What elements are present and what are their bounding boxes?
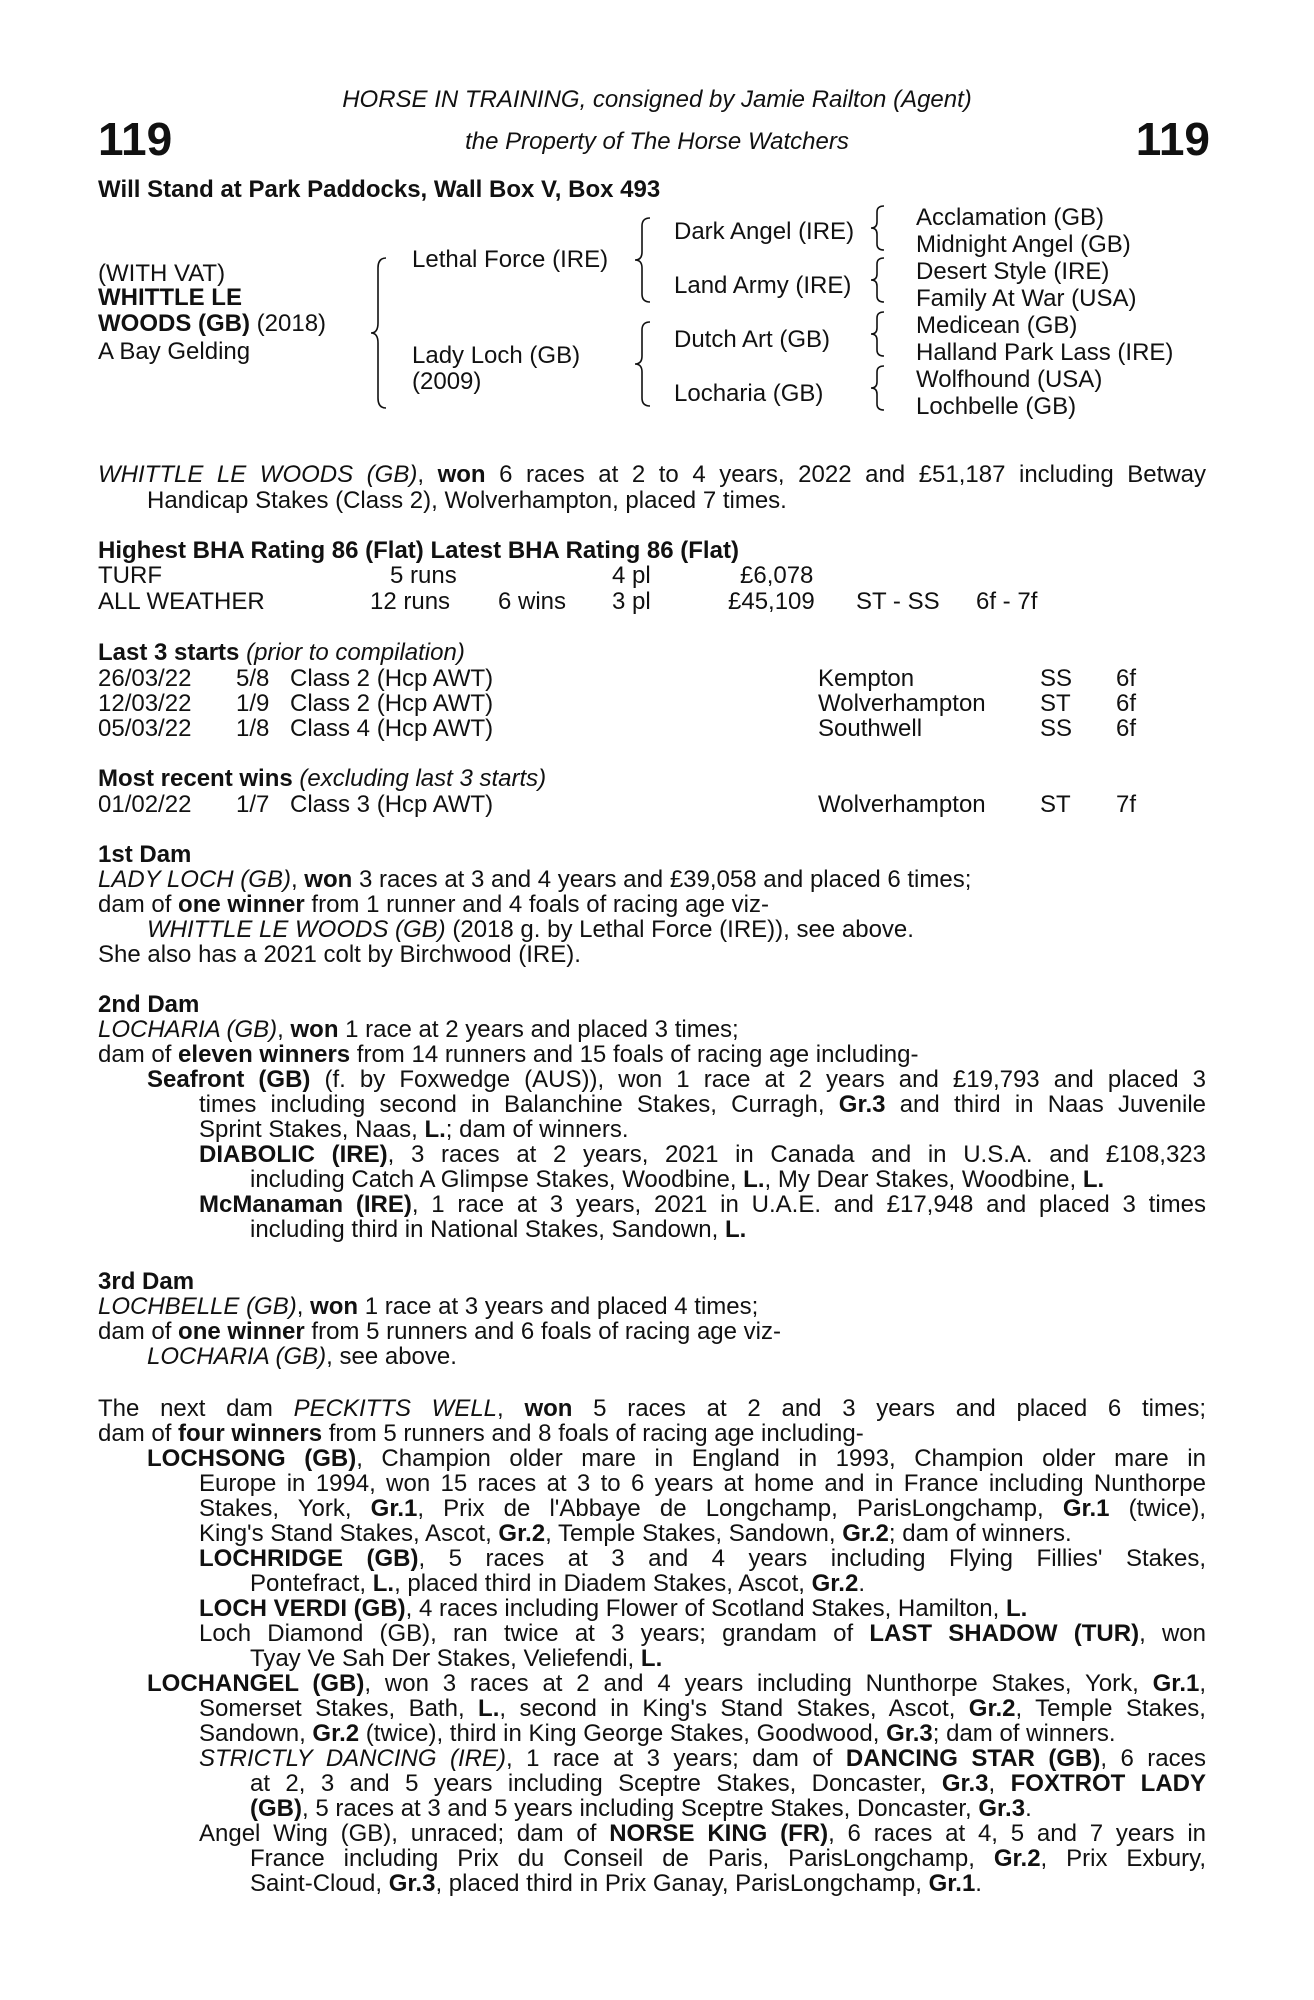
- lochangel-line2: [199, 1696, 1206, 1721]
- diabolic-listed2: L.: [1082, 1166, 1105, 1193]
- dam1-name: LADY LOCH (GB): [98, 866, 291, 893]
- pedigree-brace-g2: [870, 258, 888, 302]
- aw-distance: 6f - 7f: [976, 588, 1038, 615]
- last3-row1-course: Kempton: [818, 665, 915, 692]
- ratings-heading: Highest BHA Rating 86 (Flat) Latest BHA Rating 86 (Flat): [98, 537, 739, 564]
- property-line: the Property of The Horse Watchers: [465, 128, 849, 155]
- stand-location: Will Stand at Park Paddocks, Wall Box V, Box 493: [98, 176, 661, 203]
- pedigree-brace-sire: [634, 218, 654, 302]
- dam1-offspring-name: WHITTLE LE WOODS (GB): [147, 916, 446, 943]
- dam3-winners: one winner: [178, 1318, 305, 1345]
- dam3-offspring-name: LOCHARIA (GB): [147, 1343, 327, 1370]
- dam1-line3: [147, 917, 914, 942]
- pedigree-brace-gen1: [370, 258, 390, 408]
- strictly-dancing-star: DANCING STAR (GB): [845, 1745, 1101, 1772]
- dam1-dam-of: dam of: [98, 891, 172, 918]
- diamond-line1: [199, 1621, 1206, 1646]
- seafront-listed: L.: [424, 1116, 446, 1143]
- aw-runs: 12 runs: [370, 588, 451, 615]
- dam2-won: won: [290, 1016, 339, 1043]
- dam3-name: LOCHBELLE (GB): [98, 1293, 297, 1320]
- horse-description: A Bay Gelding: [98, 338, 251, 365]
- pedigree-brace-g3: [870, 312, 888, 356]
- nextdam-intro: The next dam: [98, 1395, 273, 1422]
- angel-detail: Angel Wing (GB), unraced; dam of: [199, 1820, 597, 1847]
- last3-note: (prior to compilation): [246, 639, 465, 666]
- pedigree-dam-year: (2009): [412, 368, 482, 395]
- nextdam-winners: four winners: [178, 1420, 323, 1447]
- recent-heading: [98, 766, 546, 791]
- dam2-record: 1 race at 2 years and placed 3 times;: [345, 1016, 739, 1043]
- pedigree-g3-7: Wolfhound (USA): [916, 366, 1103, 393]
- lochsong-name: LOCHSONG (GB): [147, 1445, 357, 1472]
- diabolic-line1: [199, 1142, 1206, 1167]
- last3-row3-course: Southwell: [818, 715, 923, 742]
- diabolic-name: DIABOLIC (IRE): [199, 1141, 388, 1168]
- dam1-won: won: [304, 866, 353, 893]
- lochsong-gr1b: Gr.1: [1062, 1495, 1110, 1522]
- dam3-foals: from 5 runners and 6 foals of racing age viz-: [311, 1318, 781, 1345]
- dam2-winners: eleven winners: [178, 1041, 351, 1068]
- last3-title: Last 3 starts: [98, 639, 240, 666]
- lochangel-line1: [147, 1671, 1206, 1696]
- seafront-second: times including second in Balanchine Stakes, Curragh,: [199, 1091, 825, 1118]
- seafront-line3: [199, 1117, 629, 1142]
- summary-horse-name: WHITTLE LE WOODS (GB): [98, 461, 418, 488]
- turf-label: TURF: [98, 562, 162, 589]
- dam2-name: LOCHARIA (GB): [98, 1016, 278, 1043]
- strictly-foxtrot-detail: , 5 races at 3 and 5 years including Sceptre Stakes, Doncaster,: [301, 1795, 972, 1822]
- pedigree-dam-dam: Locharia (GB): [674, 380, 824, 407]
- dam3-line3: [147, 1344, 457, 1369]
- strictly-comma: ,: [988, 1770, 996, 1797]
- last3-row2-surface: ST: [1040, 690, 1071, 717]
- last3-row1-dist: 6f: [1116, 665, 1137, 692]
- pedigree-g3-8: Lochbelle (GB): [916, 393, 1077, 420]
- dam1-foals: from 1 runner and 4 foals of racing age viz-: [311, 891, 769, 918]
- turf-prize: £6,078: [740, 562, 814, 589]
- verdi-listed: L.: [1005, 1595, 1028, 1622]
- seafront-name: Seafront (GB): [147, 1066, 311, 1093]
- angel-gr2: Gr.2: [993, 1845, 1041, 1872]
- seafront-detail: (f. by Foxwedge (AUS)), won 1 race at 2 years and £19,793 and placed 3: [324, 1066, 1207, 1093]
- dam1-line1: LADY LOCH (GB), won 3 races at 3 and 4 years and £39,058 and placed 6 times;: [98, 866, 972, 893]
- angel-ganay: , placed third in Prix Ganay, ParisLongchamp,: [435, 1870, 922, 1897]
- pedigree-g3-4: Family At War (USA): [916, 285, 1137, 312]
- aw-prize: £45,109: [728, 588, 815, 615]
- lochangel-listed: L.: [478, 1695, 500, 1722]
- dam1-heading: 1st Dam: [98, 841, 192, 868]
- strictly-sceptre: at 2, 3 and 5 years including Sceptre Stakes, Doncaster,: [250, 1770, 927, 1797]
- strictly-line1: [199, 1746, 1206, 1771]
- recent-row1-class: Class 3 (Hcp AWT): [290, 791, 494, 818]
- strictly-foxtrot-lady: FOXTROT LADY: [1010, 1770, 1207, 1797]
- diabolic-catch: including Catch A Glimpse Stakes, Woodbine,: [250, 1166, 737, 1193]
- pedigree-brace-dam: [634, 322, 654, 406]
- strictly-gr3b: Gr.3: [978, 1795, 1026, 1822]
- lochsong-abbaye: , Prix de l'Abbaye de Longchamp, ParisLongchamp,: [417, 1495, 1044, 1522]
- angel-end: .: [975, 1870, 982, 1897]
- mcmanaman-line2: [250, 1217, 746, 1242]
- dam1-line2: [98, 892, 769, 917]
- seafront-third: and third in Naas Juvenile: [899, 1091, 1207, 1118]
- seafront-line2: [199, 1092, 1206, 1117]
- diamond-won: , won: [1139, 1620, 1206, 1647]
- last3-row2-course: Wolverhampton: [818, 690, 986, 717]
- pedigree-g3-6: Halland Park Lass (IRE): [916, 339, 1174, 366]
- lochangel-temple: , Temple Stakes,: [1015, 1695, 1206, 1722]
- last3-row1-surface: SS: [1040, 665, 1073, 692]
- angel-saint-cloud: Saint-Cloud,: [250, 1870, 383, 1897]
- horse-name-line1: WHITTLE LE: [98, 284, 242, 311]
- summary-text: 6 races at 2 to 4 years, 2022 and £51,187 including Betway: [499, 461, 1206, 488]
- verdi-line1: [199, 1596, 1027, 1621]
- lochridge-line2: [250, 1571, 865, 1596]
- diamond-listed: L.: [640, 1645, 663, 1672]
- angel-norse-king: NORSE KING (FR): [609, 1820, 829, 1847]
- last3-row2-dist: 6f: [1116, 690, 1137, 717]
- last3-row1-class: Class 2 (Hcp AWT): [290, 665, 494, 692]
- nextdam-dam-of: dam of: [98, 1420, 172, 1447]
- strictly-end: .: [1025, 1795, 1032, 1822]
- lochangel-somerset: Somerset Stakes, Bath,: [199, 1695, 465, 1722]
- horse-name-line2: [98, 310, 326, 338]
- strictly-races: , 6 races: [1100, 1745, 1206, 1772]
- pedigree-sire: Lethal Force (IRE): [412, 246, 609, 273]
- pedigree-sire-dam: Land Army (IRE): [674, 272, 852, 299]
- pedigree-g3-5: Medicean (GB): [916, 312, 1078, 339]
- last3-row3-class: Class 4 (Hcp AWT): [290, 715, 494, 742]
- seafront-grade: Gr.3: [838, 1091, 886, 1118]
- diamond-tyay: Tyay Ve Sah Der Stakes, Veliefendi,: [250, 1645, 635, 1672]
- recent-row1-date: 01/02/22: [98, 791, 192, 818]
- nextdam-line1: The next dam PECKITTS WELL, won 5 races at 2 and 3 years and placed 6 times;: [98, 1395, 1207, 1422]
- last3-row2-date: 12/03/22: [98, 690, 192, 717]
- lochangel-gr2a: Gr.2: [968, 1695, 1016, 1722]
- dam1-winners: one winner: [178, 891, 305, 918]
- recent-note: (excluding last 3 starts): [299, 765, 547, 792]
- last3-row3-date: 05/03/22: [98, 715, 192, 742]
- dam2-dam-of: dam of: [98, 1041, 172, 1068]
- last3-row2-class: Class 2 (Hcp AWT): [290, 690, 494, 717]
- nextdam-foals: from 5 runners and 8 foals of racing age including-: [328, 1420, 864, 1447]
- lochsong-temple: , Temple Stakes, Sandown,: [545, 1520, 836, 1547]
- dam2-line2: [98, 1042, 918, 1067]
- last3-row1-date: 26/03/22: [98, 665, 192, 692]
- diabolic-dear: , My Dear Stakes, Woodbine,: [764, 1166, 1077, 1193]
- recent-row1-pos: 1/7: [236, 791, 270, 818]
- pedigree-g3-2: Midnight Angel (GB): [916, 231, 1131, 258]
- lochsong-line4: [199, 1521, 1072, 1546]
- lochsong-twice: (twice),: [1128, 1495, 1206, 1522]
- dam1-offspring-detail: (2018 g. by Lethal Force (IRE)), see above.: [452, 916, 914, 943]
- dam3-line2: [98, 1319, 781, 1344]
- aw-wins: 6 wins: [498, 588, 567, 615]
- lochridge-listed: L.: [372, 1570, 395, 1597]
- dam3-line1: LOCHBELLE (GB), won 1 race at 3 years and placed 4 times;: [98, 1293, 759, 1320]
- seafront-dam-of: ; dam of winners.: [445, 1116, 629, 1143]
- lochridge-detail: , 5 races at 3 and 4 years including Flying Fillies' Stakes,: [418, 1545, 1206, 1572]
- dam3-heading: 3rd Dam: [98, 1268, 195, 1295]
- angel-line1: [199, 1821, 1206, 1846]
- lochridge-gr2: Gr.2: [811, 1570, 859, 1597]
- strictly-gr3a: Gr.3: [941, 1770, 989, 1797]
- dam1-line4: She also has a 2021 colt by Birchwood (IRE).: [98, 941, 581, 968]
- lochangel-sandown: Sandown,: [199, 1720, 306, 1747]
- angel-gr3: Gr.3: [388, 1870, 436, 1897]
- last3-row2-pos: 1/9: [236, 690, 270, 717]
- last3-heading: [98, 640, 465, 665]
- dam3-record: 1 race at 3 years and placed 4 times;: [364, 1293, 759, 1320]
- lochsong-champion: , Champion older mare in England in 1993, Champion older mare in: [356, 1445, 1206, 1472]
- lochsong-gr2b: Gr.2: [842, 1520, 889, 1547]
- angel-line2: [250, 1846, 1206, 1871]
- diabolic-listed1: L.: [743, 1166, 765, 1193]
- lochsong-kings-stand: King's Stand Stakes, Ascot,: [199, 1520, 492, 1547]
- dam1-record: 3 races at 3 and 4 years and £39,058 and placed 6 times;: [358, 866, 972, 893]
- diamond-last-shadow: LAST SHADOW (TUR): [869, 1620, 1140, 1647]
- mcmanaman-name: McManaman (IRE): [199, 1191, 412, 1218]
- last3-row3-pos: 1/8: [236, 715, 270, 742]
- verdi-detail: , 4 races including Flower of Scotland Stakes, Hamilton,: [405, 1595, 1000, 1622]
- turf-runs: 5 runs: [390, 562, 457, 589]
- lochsong-line1: [147, 1446, 1206, 1471]
- verdi-name: LOCH VERDI (GB): [199, 1595, 406, 1622]
- lochridge-line1: [199, 1546, 1206, 1571]
- lochridge-diadem: , placed third in Diadem Stakes, Ascot,: [394, 1570, 805, 1597]
- aw-label: ALL WEATHER: [98, 588, 265, 615]
- aw-going: ST - SS: [856, 588, 940, 615]
- lochsong-line2: Europe in 1994, won 15 races at 3 to 6 years at home and in France including Nunthorpe: [199, 1470, 1206, 1497]
- lochsong-line3: [199, 1496, 1206, 1521]
- lochsong-gr2a: Gr.2: [498, 1520, 546, 1547]
- nextdam-record: 5 races at 2 and 3 years and placed 6 times;: [593, 1395, 1207, 1422]
- consignor-line: HORSE IN TRAINING, consigned by Jamie Railton (Agent): [342, 86, 972, 113]
- strictly-detail: , 1 race at 3 years; dam of: [505, 1745, 833, 1772]
- recent-row1-dist: 7f: [1116, 791, 1137, 818]
- lochsong-gr1a: Gr.1: [370, 1495, 418, 1522]
- summary-won: won: [437, 461, 486, 488]
- last3-row1-pos: 5/8: [236, 665, 270, 692]
- diamond-line2: [250, 1646, 662, 1671]
- lochangel-gr1: Gr.1: [1152, 1670, 1200, 1697]
- angel-gr1: Gr.1: [928, 1870, 976, 1897]
- lochridge-pontefract: Pontefract,: [250, 1570, 367, 1597]
- lot-number-right: 119: [1135, 113, 1210, 165]
- lochsong-york: Stakes, York,: [199, 1495, 352, 1522]
- lochangel-comma: ,: [1199, 1670, 1207, 1697]
- mcmanaman-line1: [199, 1192, 1206, 1217]
- lochangel-won: , won 3 races at 2 and 4 years including Nunthorpe Stakes, York,: [364, 1670, 1139, 1697]
- lot-number-left: 119: [98, 113, 173, 165]
- mcmanaman-listed: L.: [724, 1216, 747, 1243]
- horse-name-part: WOODS (GB): [98, 310, 250, 337]
- lochsong-dam-of: ; dam of winners.: [888, 1520, 1072, 1547]
- pedigree-dam: Lady Loch (GB): [412, 342, 581, 369]
- lochangel-gr2b: Gr.2: [312, 1720, 360, 1747]
- dam2-line1: LOCHARIA (GB), won 1 race at 2 years and placed 3 times;: [98, 1016, 739, 1043]
- pedigree-brace-g1: [870, 206, 888, 250]
- recent-row1-course: Wolverhampton: [818, 791, 986, 818]
- seafront-sprint: Sprint Stakes, Naas,: [199, 1116, 418, 1143]
- seafront-line1: [147, 1067, 1206, 1092]
- lochridge-end: .: [858, 1570, 865, 1597]
- mcmanaman-national: including third in National Stakes, Sandown,: [250, 1216, 719, 1243]
- turf-placed: 4 pl: [612, 562, 651, 589]
- mcmanaman-detail: , 1 race at 3 years, 2021 in U.A.E. and £17,948 and placed 3 times: [411, 1191, 1206, 1218]
- nextdam-line2: [98, 1421, 864, 1446]
- diamond-detail: Loch Diamond (GB), ran twice at 3 years; grandam of: [199, 1620, 854, 1647]
- diabolic-line2: [250, 1167, 1104, 1192]
- strictly-foxtrot-country: (GB): [250, 1795, 302, 1822]
- strictly-line2: [250, 1771, 1206, 1796]
- lochangel-dam-of: ; dam of winners.: [932, 1720, 1116, 1747]
- strictly-line3: [250, 1796, 1032, 1821]
- dam3-won: won: [310, 1293, 359, 1320]
- last3-row3-dist: 6f: [1116, 715, 1137, 742]
- last3-row3-surface: SS: [1040, 715, 1073, 742]
- angel-line3: [250, 1871, 982, 1896]
- dam2-heading: 2nd Dam: [98, 991, 200, 1018]
- lochangel-name: LOCHANGEL (GB): [147, 1670, 365, 1697]
- pedigree-sire-sire: Dark Angel (IRE): [674, 218, 855, 245]
- nextdam-name: PECKITTS WELL: [293, 1395, 498, 1422]
- summary-line1: WHITTLE LE WOODS (GB), won 6 races at 2 to 4 years, 2022 and £51,187 including Betway: [98, 461, 1206, 488]
- lochangel-gr3: Gr.3: [886, 1720, 933, 1747]
- angel-races: , 6 races at 4, 5 and 7 years in: [828, 1820, 1206, 1847]
- dam3-offspring-detail: , see above.: [326, 1343, 457, 1370]
- nextdam-won: won: [524, 1395, 573, 1422]
- lochangel-line3: [199, 1721, 1116, 1746]
- aw-placed: 3 pl: [612, 588, 651, 615]
- angel-france: France including Prix du Conseil de Paris, ParisLongchamp,: [250, 1845, 975, 1872]
- recent-row1-surface: ST: [1040, 791, 1071, 818]
- dam3-dam-of: dam of: [98, 1318, 172, 1345]
- angel-exbury: , Prix Exbury,: [1040, 1845, 1207, 1872]
- pedigree-dam-sire: Dutch Art (GB): [674, 326, 831, 353]
- horse-foaling-year: (2018): [256, 310, 327, 337]
- recent-title: Most recent wins: [98, 765, 293, 792]
- dam2-foals: from 14 runners and 15 foals of racing age including-: [356, 1041, 919, 1068]
- lochangel-second: , second in King's Stand Stakes, Ascot,: [499, 1695, 956, 1722]
- lochangel-king-george: (twice), third in King George Stakes, Goodwood,: [365, 1720, 880, 1747]
- pedigree-g3-1: Acclamation (GB): [916, 204, 1105, 231]
- strictly-name: STRICTLY DANCING (IRE): [199, 1745, 506, 1772]
- pedigree-g3-3: Desert Style (IRE): [916, 258, 1110, 285]
- pedigree-brace-g4: [870, 366, 888, 410]
- diabolic-detail: , 3 races at 2 years, 2021 in Canada and in U.S.A. and £108,323: [387, 1141, 1207, 1168]
- summary-line2: Handicap Stakes (Class 2), Wolverhampton, placed 7 times.: [147, 487, 787, 514]
- lochridge-name: LOCHRIDGE (GB): [199, 1545, 419, 1572]
- vat-note: (WITH VAT): [98, 260, 226, 287]
